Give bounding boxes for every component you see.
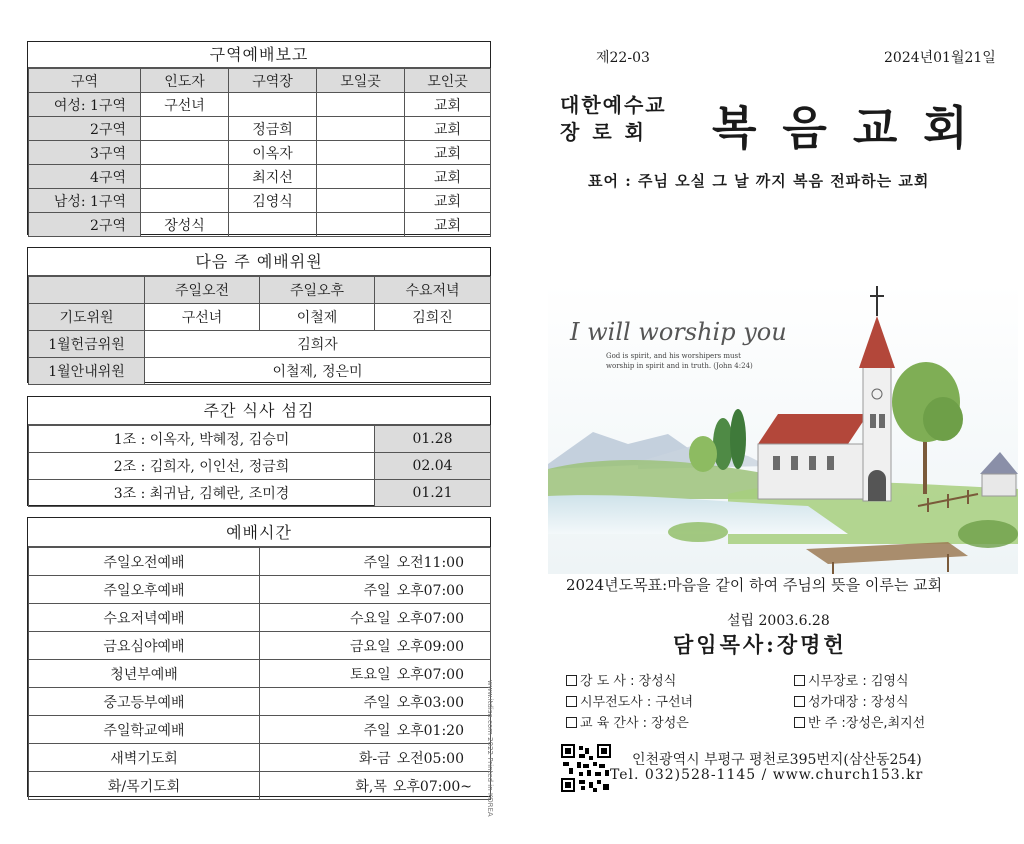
- planned-place-cell: [317, 165, 405, 189]
- table-row: [29, 304, 491, 331]
- illustration-verse-2: worship in spirit and in truth. (John 4:24): [606, 362, 753, 370]
- worship-name-cell: 새벽기도회: [29, 744, 260, 772]
- prayer-label: 기도위원: [29, 304, 145, 331]
- table-row: [29, 632, 491, 660]
- table-row: [29, 189, 491, 213]
- staff-label: 교 육 간사 : 장성은: [580, 716, 689, 731]
- worship-clock: 오후07:00: [396, 610, 464, 627]
- church-illustration: [548, 284, 1018, 574]
- head-cell: 최지선: [229, 165, 317, 189]
- district-cell: 여성: 1구역: [29, 93, 141, 117]
- met-place-cell: 교회: [405, 213, 491, 237]
- worship-day: 주일: [363, 554, 391, 571]
- meal-service-title: 주간 식사 섬김: [28, 397, 490, 425]
- planned-place-cell: [317, 213, 405, 237]
- header-cell: 모일곳: [317, 69, 405, 93]
- yearly-goal: 2024년도목표:마음을 같이 하여 주님의 뜻을 이루는 교회: [566, 576, 943, 594]
- table-row: [29, 548, 491, 576]
- meal-service-table: [28, 425, 491, 507]
- worship-day: 주일: [363, 582, 391, 599]
- met-place-cell: 교회: [405, 189, 491, 213]
- district-cell: 2구역: [29, 213, 141, 237]
- worship-name-cell: 청년부예배: [29, 660, 260, 688]
- prayer-afternoon-cell: 이철제: [260, 304, 375, 331]
- worship-time-cell: [260, 660, 491, 688]
- table-row: [29, 716, 491, 744]
- denomination-line-1: 대한예수교: [560, 93, 667, 117]
- table-row: [29, 165, 491, 189]
- meal-date-cell: 01.28: [375, 426, 491, 453]
- worship-name-cell: 금요심야예배: [29, 632, 260, 660]
- worship-name-cell: 수요저녁예배: [29, 604, 260, 632]
- header-cell: 인도자: [141, 69, 229, 93]
- header-cell: [29, 277, 145, 304]
- committee-table: [28, 276, 491, 385]
- denomination-line-2: 장로회: [560, 120, 657, 144]
- offering-label: 1월헌금위원: [29, 331, 145, 358]
- header-cell: 모인곳: [405, 69, 491, 93]
- worship-clock: 오후07:00: [396, 582, 464, 599]
- planned-place-cell: [317, 117, 405, 141]
- staff-item: [794, 712, 925, 731]
- checkbox-icon: [566, 696, 577, 707]
- table-header-row: [29, 69, 491, 93]
- header-cell: 구역: [29, 69, 141, 93]
- table-row: [29, 744, 491, 772]
- table-row: [29, 426, 491, 453]
- worship-day: 금요일: [350, 638, 391, 655]
- worship-name-cell: 주일오전예배: [29, 548, 260, 576]
- issue-date: 2024년01월21일: [884, 50, 996, 66]
- staff-item: [566, 670, 676, 689]
- meal-team-cell: 2조 : 김희자, 이인선, 정금희: [29, 453, 375, 480]
- leader-cell: [141, 141, 229, 165]
- worship-clock: 오후03:00: [396, 694, 464, 711]
- worship-time-cell: [260, 688, 491, 716]
- table-row: [29, 772, 491, 800]
- worship-time-cell: [260, 744, 491, 772]
- head-cell: [229, 93, 317, 117]
- meal-service-panel: [27, 396, 491, 506]
- table-row: [29, 576, 491, 604]
- table-row: [29, 453, 491, 480]
- staff-item: [566, 712, 689, 731]
- worship-name-cell: 주일학교예배: [29, 716, 260, 744]
- church-watercolor-image: [548, 284, 1018, 574]
- table-row: [29, 213, 491, 237]
- worship-day: 토요일: [350, 666, 391, 683]
- leader-cell: 장성식: [141, 213, 229, 237]
- checkbox-icon: [794, 717, 805, 728]
- district-cell: 3구역: [29, 141, 141, 165]
- meal-date-cell: 02.04: [375, 453, 491, 480]
- worship-time-cell: [260, 632, 491, 660]
- planned-place-cell: [317, 93, 405, 117]
- usher-cell: 이철제, 정은미: [145, 358, 491, 385]
- worship-clock: 오전11:00: [396, 554, 464, 571]
- printer-mark: www.itdisa.com 2022 Printed in KOREA: [486, 680, 494, 817]
- worship-clock: 오후07:00: [396, 666, 464, 683]
- table-row: [29, 141, 491, 165]
- worship-time-cell: [260, 576, 491, 604]
- senior-pastor: 담임목사:장명헌: [673, 632, 847, 657]
- header-cell: 수요저녁: [375, 277, 491, 304]
- meal-team-cell: 1조 : 이옥자, 박혜정, 김승미: [29, 426, 375, 453]
- worship-time-cell: [260, 548, 491, 576]
- met-place-cell: 교회: [405, 165, 491, 189]
- church-address: 인천광역시 부평구 평천로395번지(삼산동254): [632, 752, 922, 768]
- table-header-row: [29, 277, 491, 304]
- table-row: [29, 331, 491, 358]
- checkbox-icon: [794, 675, 805, 686]
- worship-day: 화,목: [355, 778, 387, 795]
- head-cell: 김영식: [229, 189, 317, 213]
- church-name: 복음교회: [712, 101, 994, 155]
- district-cell: 4구역: [29, 165, 141, 189]
- header-cell: 주일오전: [145, 277, 260, 304]
- worship-name-cell: 화/목기도회: [29, 772, 260, 800]
- prayer-wednesday-cell: 김희진: [375, 304, 491, 331]
- district-report-title: 구역예배보고: [28, 42, 490, 68]
- table-row: [29, 358, 491, 385]
- committee-title: 다음 주 예배위원: [28, 248, 490, 276]
- leader-cell: [141, 165, 229, 189]
- leader-cell: 구선녀: [141, 93, 229, 117]
- meal-date-cell: 01.21: [375, 480, 491, 507]
- met-place-cell: 교회: [405, 141, 491, 165]
- checkbox-icon: [566, 675, 577, 686]
- staff-label: 시무전도사 : 구선녀: [580, 695, 694, 710]
- head-cell: 이옥자: [229, 141, 317, 165]
- worship-times-table: [28, 547, 491, 800]
- illustration-verse-1: God is spirit, and his worshipers must: [606, 352, 741, 360]
- staff-label: 반 주 :장성은,최지선: [808, 716, 926, 731]
- header-cell: 구역장: [229, 69, 317, 93]
- district-cell: 남성: 1구역: [29, 189, 141, 213]
- worship-time-cell: [260, 716, 491, 744]
- staff-item: [794, 670, 909, 689]
- worship-time-cell: [260, 604, 491, 632]
- worship-day: 화-금: [358, 750, 391, 767]
- checkbox-icon: [566, 717, 577, 728]
- founded-date: 설립 2003.6.28: [727, 613, 830, 629]
- qr-code-icon: [561, 744, 611, 792]
- checkbox-icon: [794, 696, 805, 707]
- table-row: [29, 93, 491, 117]
- worship-times-panel: [27, 517, 491, 797]
- planned-place-cell: [317, 141, 405, 165]
- prayer-morning-cell: 구선녀: [145, 304, 260, 331]
- illustration-title: I will worship you: [570, 318, 787, 346]
- met-place-cell: 교회: [405, 93, 491, 117]
- head-cell: [229, 213, 317, 237]
- district-report-panel: [27, 41, 491, 235]
- table-row: [29, 660, 491, 688]
- met-place-cell: 교회: [405, 117, 491, 141]
- staff-label: 성가대장 : 장성식: [808, 695, 909, 710]
- staff-label: 강 도 사 : 장성식: [580, 674, 677, 689]
- worship-clock: 오후07:00~: [392, 778, 472, 795]
- district-cell: 2구역: [29, 117, 141, 141]
- table-row: [29, 117, 491, 141]
- planned-place-cell: [317, 189, 405, 213]
- worship-day: 주일: [363, 722, 391, 739]
- worship-clock: 오전05:00: [396, 750, 464, 767]
- worship-day: 주일: [363, 694, 391, 711]
- worship-day: 수요일: [350, 610, 391, 627]
- church-contact: Tel. 032)528-1145 / www.church153.kr: [610, 767, 924, 783]
- usher-label: 1월안내위원: [29, 358, 145, 385]
- church-motto: 표어 : 주님 오실 그 날 까지 복음 전파하는 교회: [588, 172, 930, 190]
- issue-number: 제22-03: [596, 50, 650, 66]
- leader-cell: [141, 117, 229, 141]
- staff-item: [794, 691, 909, 710]
- meal-team-cell: 3조 : 최귀남, 김혜란, 조미경: [29, 480, 375, 507]
- table-row: [29, 604, 491, 632]
- staff-label: 시무장로 : 김영식: [808, 674, 909, 689]
- worship-name-cell: 중고등부예배: [29, 688, 260, 716]
- worship-clock: 오후01:20: [396, 722, 464, 739]
- worship-clock: 오후09:00: [396, 638, 464, 655]
- table-row: [29, 688, 491, 716]
- next-week-committee-panel: [27, 247, 491, 383]
- offering-cell: 김희자: [145, 331, 491, 358]
- head-cell: 정금희: [229, 117, 317, 141]
- table-row: [29, 480, 491, 507]
- leader-cell: [141, 189, 229, 213]
- header-cell: 주일오후: [260, 277, 375, 304]
- worship-name-cell: 주일오후예배: [29, 576, 260, 604]
- district-report-table: [28, 68, 491, 237]
- worship-time-cell: [260, 772, 491, 800]
- worship-times-title: 예배시간: [28, 518, 490, 547]
- staff-item: [566, 691, 693, 710]
